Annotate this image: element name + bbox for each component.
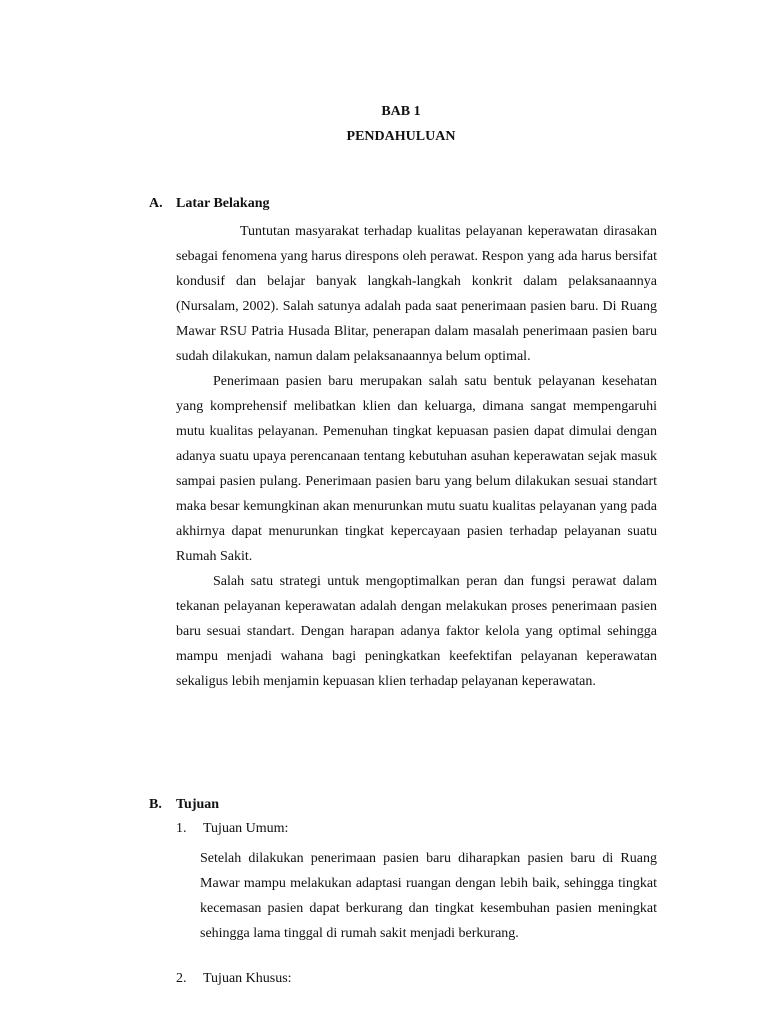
section-a-title: Latar Belakang: [176, 196, 270, 211]
section-a-heading: [149, 196, 269, 212]
paragraph-2: Penerimaan pasien baru merupakan salah satu bentuk pelayanan kesehatan yang komprehensif melibatkan klien dan keluarga, dimana sangat mempengaruhi mutu kualitas pelayanan. Pemenuhan tingkat kepuasan pasien dapat dimulai dengan adanya suatu upaya perencanaan tentang kebutuhan asuhan keperawatan sejak masuk sampai pasien pulang. Penerimaan pasien baru yang belum dilakukan sesuai standart maka besar kemungkinan akan menurunkan mutu suatu kualitas pelayanan yang pada akhirnya dapat menurunkan tingkat kepercayaan pasien terhadap pelayanan suatu Rumah Sakit.: [176, 374, 657, 564]
paragraph-3: Salah satu strategi untuk mengoptimalkan peran dan fungsi perawat dalam tekanan pelayanan keperawatan adalah dengan melakukan proses penerimaan pasien baru sesuai standart. Dengan harapan adanya faktor kelola yang optimal sehingga mampu menjadi wahana bagi peningkatkan keefektifan pelayanan keperawatan sekaligus lebih menjamin kepuasan klien terhadap pelayanan keperawatan.: [176, 574, 657, 689]
list-title: Tujuan Khusus:: [203, 971, 292, 986]
section-a-letter: A.: [149, 196, 163, 211]
list-item-tujuan-umum: [176, 821, 288, 837]
paragraph-1: Tuntutan masyarakat terhadap kualitas pelayanan keperawatan dirasakan sebagai fenomena yang harus direspons oleh perawat. Respon yang ada harus bersifat kondusif dan belajar banyak langkah-langkah konkrit dalam pelaksanaannya (Nursalam, 2002). Salah satunya adalah pada saat penerimaan pasien baru. Di Ruang Mawar RSU Patria Husada Blitar, penerapan dalam masalah penerimaan pasien baru sudah dilakukan, namun dalam pelaksanaannya belum optimal.: [176, 224, 657, 364]
chapter-title: PENDAHULUAN: [346, 129, 456, 144]
chapter-number: BAB 1: [381, 104, 421, 119]
list-number: 2.: [176, 971, 187, 986]
section-b-heading: [149, 797, 219, 813]
section-b-title: Tujuan: [176, 797, 220, 812]
section-b-letter: B.: [149, 797, 162, 812]
list-title: Tujuan Umum:: [203, 821, 289, 836]
list-item-tujuan-khusus: [176, 971, 292, 987]
list-number: 1.: [176, 821, 187, 836]
tujuan-umum-text: [200, 846, 657, 946]
section-a-body: [176, 219, 657, 694]
tujuan-umum-paragraph: Setelah dilakukan penerimaan pasien baru diharapkan pasien baru di Ruang Mawar mampu melakukan adaptasi ruangan dengan lebih baik, sehingga tingkat kecemasan pasien dapat berkurang dan tingkat kesembuhan pasien meningkat sehingga lama tinggal di rumah sakit menjadi berkurang.: [200, 851, 657, 941]
